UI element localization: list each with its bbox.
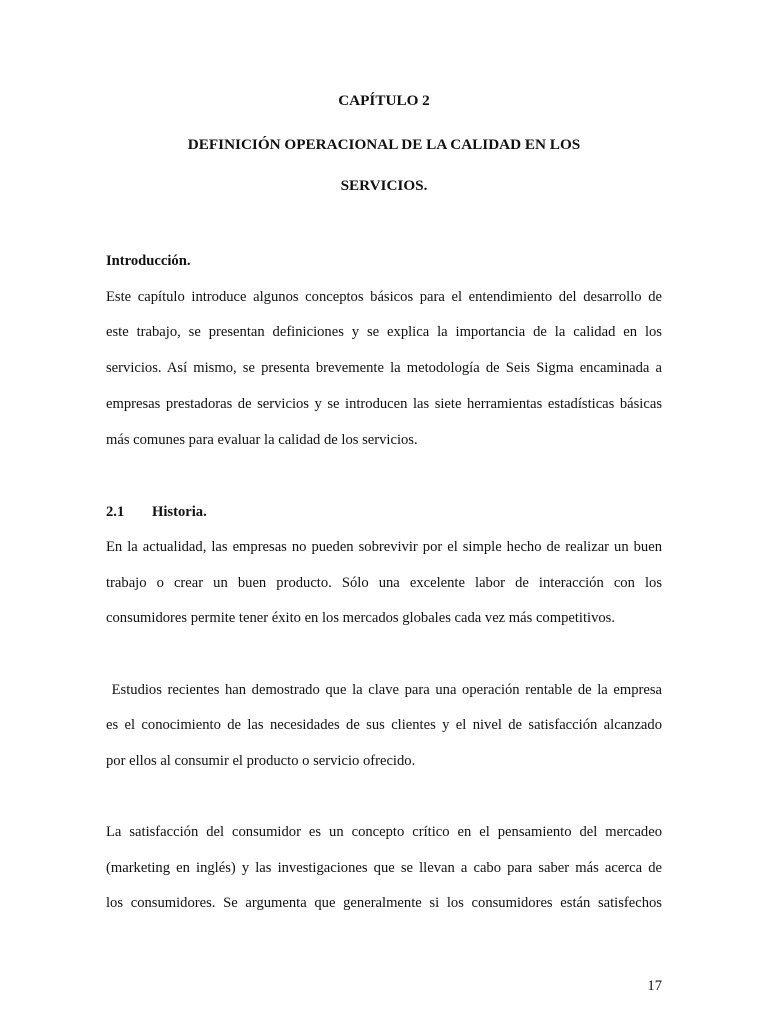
paragraph-line: trabajo o crear un buen producto. Sólo una excelente labor de interacción con los <box>106 575 662 591</box>
paragraph-line: los consumidores. Se argumenta que generalmente si los consumidores están satisfechos <box>106 895 662 911</box>
chapter-title-line-2: SERVICIOS. <box>340 177 428 194</box>
paragraph-line: consumidores permite tener éxito en los mercados globales cada vez más competitivos. <box>106 610 615 626</box>
chapter-label: CAPÍTULO 2 <box>338 92 430 109</box>
paragraph-line: por ellos al consumir el producto o servicio ofrecido. <box>106 753 416 769</box>
page-number: 17 <box>647 977 662 994</box>
paragraph-line: La satisfacción del consumidor es un concepto crítico en el pensamiento del mercadeo <box>106 824 662 840</box>
paragraph-line: En la actualidad, las empresas no pueden sobrevivir por el simple hecho de realizar un buen <box>106 539 662 555</box>
intro-line: servicios. Así mismo, se presenta brevemente la metodología de Seis Sigma encaminada a <box>106 360 662 376</box>
section-title: Historia. <box>152 504 207 520</box>
section-number: 2.1 <box>106 504 125 520</box>
intro-heading: Introducción. <box>106 253 191 269</box>
paragraph-line: (marketing en inglés) y las investigaciones que se llevan a cabo para saber más acerca de <box>106 860 662 876</box>
intro-line: empresas prestadoras de servicios y se introducen las siete herramientas estadísticas básicas <box>106 396 662 412</box>
paragraph-line: es el conocimiento de las necesidades de sus clientes y el nivel de satisfacción alcanzado <box>106 717 662 733</box>
chapter-title-line-1: DEFINICIÓN OPERACIONAL DE LA CALIDAD EN LOS <box>187 136 581 153</box>
intro-line: Este capítulo introduce algunos conceptos básicos para el entendimiento del desarrollo de <box>106 289 662 305</box>
intro-line: más comunes para evaluar la calidad de los servicios. <box>106 432 418 448</box>
paragraph-line: Estudios recientes han demostrado que la clave para una operación rentable de la empresa <box>106 682 662 698</box>
intro-line: este trabajo, se presentan definiciones y se explica la importancia de la calidad en los <box>106 324 662 340</box>
